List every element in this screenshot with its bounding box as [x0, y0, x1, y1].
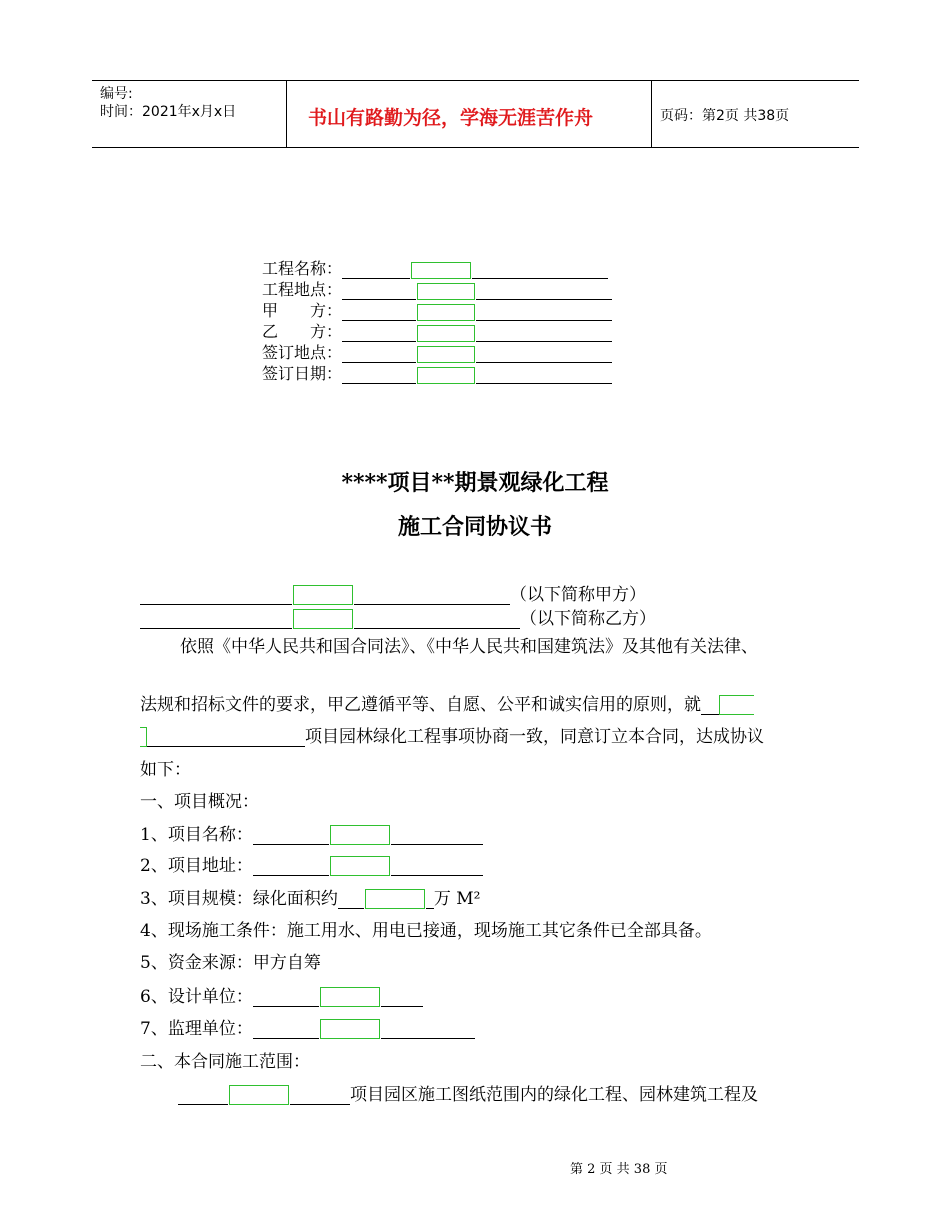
item-label: 2、项目地址：: [140, 856, 253, 876]
paragraph-line: 依照《中华人民共和国合同法》、《中华人民共和国建筑法》及其他有关法律、: [180, 637, 758, 657]
document-subtitle: 施工合同协议书: [397, 514, 552, 540]
document-time: 时间：2021年x月x日: [100, 104, 237, 120]
item-label: 1、项目名称：: [140, 825, 253, 845]
item-funding-source: 5、资金来源：甲方自筹: [140, 953, 321, 973]
cover-field-project-location: [262, 277, 612, 300]
fill-in-placeholder[interactable]: [320, 987, 380, 1007]
section-heading: 二、本合同施工范围：: [140, 1052, 310, 1072]
fill-in-placeholder[interactable]: [719, 695, 754, 715]
fill-in-placeholder[interactable]: [229, 1085, 289, 1105]
header-divider: [286, 81, 287, 147]
section-heading: 一、项目概况：: [140, 792, 259, 812]
item-label: 7、监理单位：: [140, 1019, 253, 1039]
scope-line: [178, 1080, 758, 1105]
field-label: 乙 方：: [262, 322, 343, 341]
header-page-info: 页码：第2页 共38页: [660, 108, 790, 124]
header-motto: 书山有路勤为径，学海无涯苦作舟: [308, 107, 594, 129]
party-a-line: [140, 580, 646, 605]
document-number-label: 编号:: [100, 86, 133, 102]
party-b-line: [140, 604, 656, 629]
item-project-name: [140, 820, 483, 845]
item-supervision-unit: [140, 1014, 475, 1039]
cover-field-party-a: [262, 298, 612, 321]
field-label: 工程名称：: [262, 259, 343, 278]
cover-field-signing-place: [262, 340, 612, 363]
field-label: 签订地点：: [262, 343, 343, 362]
cover-field-signing-date: [262, 361, 612, 384]
item-site-conditions: 4、现场施工条件：施工用水、用电已接通，现场施工其它条件已全部具备。: [140, 921, 712, 941]
item-project-address: [140, 851, 483, 876]
paragraph-line: [140, 690, 754, 715]
paragraph-text: 项目园区施工图纸范围内的绿化工程、园林建筑工程及: [350, 1085, 758, 1105]
fill-in-placeholder[interactable]: [330, 825, 390, 845]
party-a-suffix: （以下简称甲方）: [510, 585, 646, 605]
field-label: 工程地点：: [262, 280, 343, 299]
cover-field-project-name: [262, 256, 608, 279]
fill-in-placeholder[interactable]: [140, 727, 147, 747]
party-b-suffix: （以下简称乙方）: [520, 609, 656, 629]
paragraph-text: 项目园林绿化工程事项协商一致，同意订立本合同，达成协议: [305, 727, 764, 747]
page-header: [92, 80, 859, 148]
fill-in-placeholder[interactable]: [365, 889, 425, 909]
header-divider: [651, 81, 652, 147]
fill-in-placeholder[interactable]: [320, 1019, 380, 1039]
document-title: ****项目**期景观绿化工程: [341, 470, 609, 496]
paragraph-line: 如下：: [140, 760, 191, 780]
item-label: 3、项目规模：绿化面积约: [140, 889, 338, 909]
cover-field-party-b: [262, 319, 612, 342]
fill-in-placeholder[interactable]: [330, 856, 390, 876]
unit-label: 万 M²: [433, 889, 481, 909]
page-footer: 第 2 页 共 38 页: [570, 1162, 668, 1177]
fill-in-placeholder[interactable]: [293, 585, 353, 605]
paragraph-line: [140, 722, 764, 747]
item-design-unit: [140, 982, 423, 1007]
fill-in-placeholder[interactable]: [417, 367, 475, 384]
field-label: 甲 方：: [262, 301, 343, 320]
item-project-scale: [140, 884, 480, 909]
fill-in-placeholder[interactable]: [293, 609, 353, 629]
paragraph-text: 法规和招标文件的要求，甲乙遵循平等、自愿、公平和诚实信用的原则，就: [140, 695, 701, 715]
item-label: 6、设计单位：: [140, 987, 253, 1007]
field-label: 签订日期：: [262, 364, 343, 383]
